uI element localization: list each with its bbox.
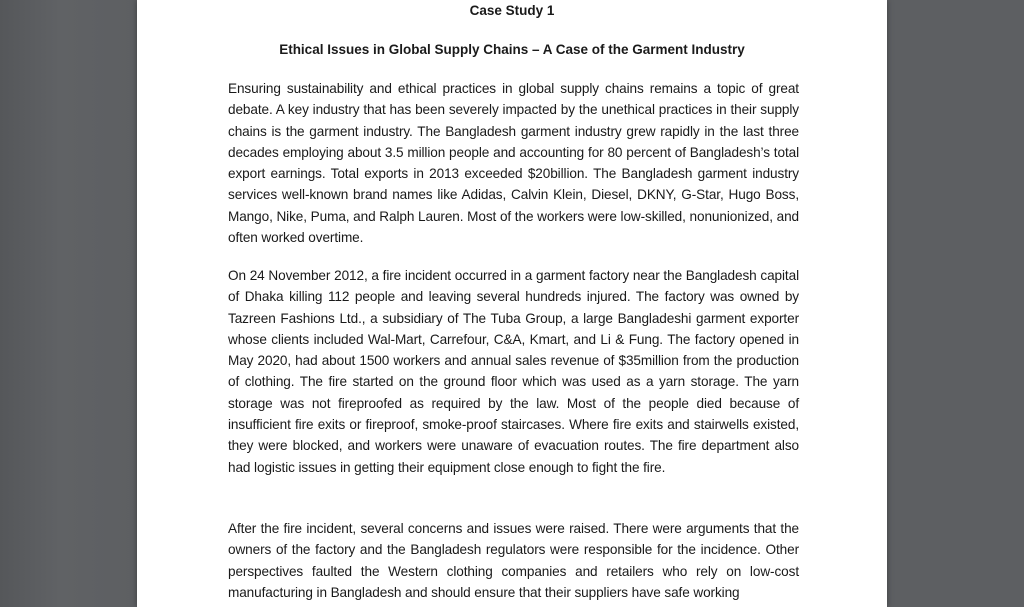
paragraph-3: After the fire incident, several concerns and issues were raised. There were arguments that the owners of the factory and the Bangladesh regulators were responsible for the incidence. Other perspectives faulted the Western clothing companies and retailers who rely on low-cost manufacturing in Bangladesh and should ensure that their suppliers have safe working bbox=[228, 521, 799, 600]
document-page[interactable] bbox=[137, 0, 887, 607]
paragraph-1: Ensuring sustainability and ethical practices in global supply chains remains a topic of great debate. A key industry that has been severely impacted by the unethical practices in their supply chains is the garment industry. The Bangladesh garment industry grew rapidly in the last three decades employing about 3.5 million people and accounting for 80 percent of Bangladesh’s total export earnings. Total exports in 2013 exceeded $20billion. The Bangladesh garment industry services well-known brand names like Adidas, Calvin Klein, Diesel, DKNY, G-Star, Hugo Boss, Mango, Nike, Puma, and Ralph Lauren. Most of the workers were low-skilled, nonunionized, and often worked overtime. bbox=[228, 81, 799, 246]
document-title: Ethical Issues in Global Supply Chains – A Case of the Garment Industry bbox=[279, 42, 745, 57]
paragraph-2: On 24 November 2012, a fire incident occurred in a garment factory near the Bangladesh capital of Dhaka killing 112 people and leaving several hundreds injured. The factory was owned by Tazreen Fashions Ltd., a subsidiary of The Tuba Group, a large Bangladeshi garment exporter whose clients included Wal-Mart, Carrefour, C&A, Kmart, and Li & Fung. The factory opened in May 2020, had about 1500 workers and annual sales revenue of $35million from the production of clothing. The fire started on the ground floor which was used as a yarn storage. The yarn storage was not fireproofed as required by the law. Most of the people died because of insufficient fire exits or fireproof, smoke-proof staircases. Where fire exits and stairwells existed, they were blocked, and workers were unaware of evacuation routes. The fire department also had logistic issues in getting their equipment close enough to fight the fire. bbox=[228, 268, 799, 475]
document-heading: Case Study 1 bbox=[469, 3, 555, 18]
viewer-background bbox=[887, 0, 1024, 607]
